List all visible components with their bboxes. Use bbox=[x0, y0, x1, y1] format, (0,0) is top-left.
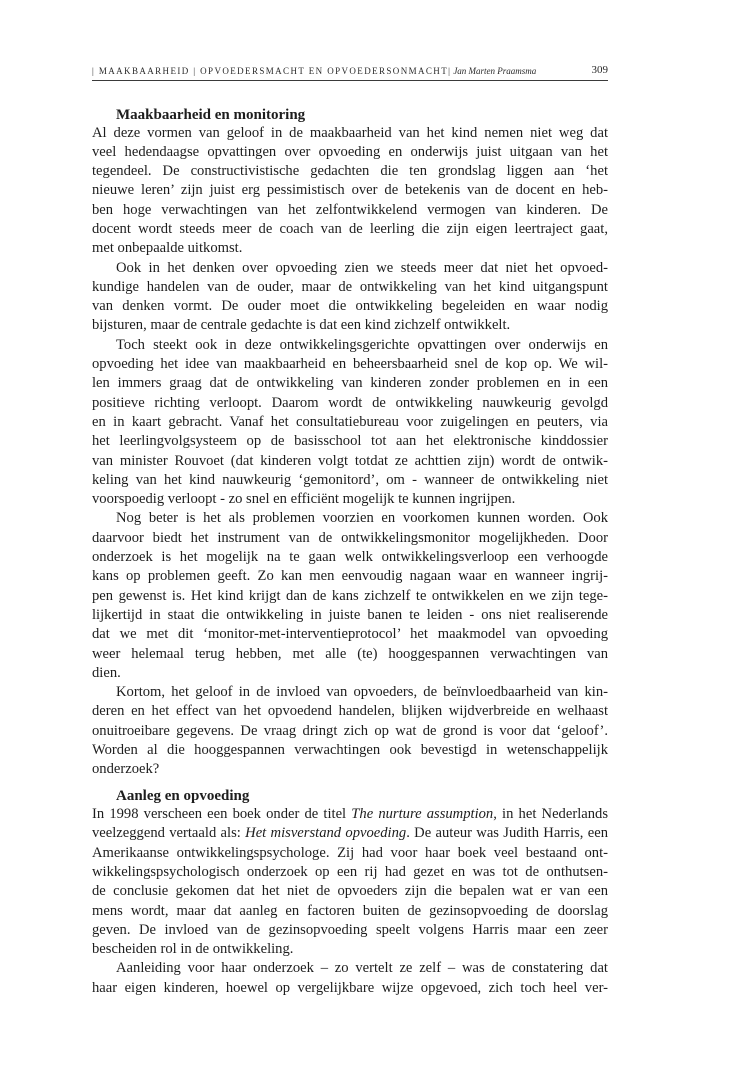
text-line: ben hoge verwachtingen van het zelfontwikkelend vermogen van kinderen. De bbox=[92, 201, 608, 218]
text-line: de conclusie gekomen dat het niet de opvoeders zijn die bepalen wat er van een bbox=[92, 883, 608, 900]
text-line: tegendeel. De constructivistische gedachten die ten grondslag liggen aan ‘het bbox=[92, 163, 608, 180]
text-line: pen gewenst is. Het kind krijgt dan de kans zichzelf te ontwikkelen en we zijn tege- bbox=[92, 587, 608, 604]
text-line: deren en het effect van het opvoedend handelen, blijken wijdverbreide en welhaast bbox=[92, 703, 608, 720]
text-segment: . De auteur was Judith Harris, een bbox=[406, 825, 608, 842]
text-line: dien. bbox=[92, 664, 121, 681]
text-line: mens wordt, maar dat aanleg en factoren buiten de gezinsopvoeding de doorslag bbox=[92, 902, 608, 919]
text-line: Kortom, het geloof in de invloed van opvoeders, de beïnvloedbaarheid van kin- bbox=[116, 684, 608, 701]
text-segment: , in het Nederlands bbox=[493, 806, 608, 823]
text-line: met onbepaalde uitkomst. bbox=[92, 240, 243, 257]
text-line: Ook in het denken over opvoeding zien we steeds meer dat niet het opvoed- bbox=[116, 259, 608, 276]
text-line: Aanleiding voor haar onderzoek – zo vertelt ze zelf – was de constatering dat bbox=[116, 960, 608, 977]
section-heading: Maakbaarheid en monitoring bbox=[116, 106, 306, 123]
page-number: 309 bbox=[591, 64, 608, 76]
text-line: len immers graag dat de ontwikkeling van kinderen zonder problemen en in een bbox=[92, 375, 608, 392]
text-line: lijkertijd in staat die ontwikkeling in juiste banen te leiden - ons niet realiserende bbox=[92, 606, 608, 623]
author-name: Jan Marten Praamsma bbox=[453, 66, 537, 76]
text-line: onuitroeibare gegevens. De vraag dringt zich op wat de grond is voor dat ‘geloof’. bbox=[92, 722, 608, 739]
text-line: en in kaart gebracht. Vanaf het consultatiebureau voor zuigelingen en peuters, via bbox=[92, 413, 608, 430]
text-line: onderzoek? bbox=[92, 761, 160, 778]
text-line: veel hedendaagse opvattingen over opvoeding en onderwijs juist uitgaan van het bbox=[92, 143, 608, 160]
section-heading: Aanleg en opvoeding bbox=[116, 788, 250, 805]
text-line: van denken vormt. De ouder moet die ontwikkeling begeleiden en waar nodig bbox=[92, 298, 608, 315]
paragraph bbox=[92, 336, 608, 510]
paragraph bbox=[92, 959, 608, 998]
paragraph bbox=[92, 805, 608, 959]
text-line: voorspoedig verloopt - zo snel en efficiënt mogelijk te kunnen ingrijpen. bbox=[92, 491, 516, 508]
body-text bbox=[92, 107, 608, 999]
text-line: Al deze vormen van geloof in de maakbaarheid van het kind nemen niet weg dat bbox=[92, 124, 608, 141]
text-line: geven. De invloed van de gezinsopvoeding speelt volgens Harris maar een zeer bbox=[92, 921, 608, 938]
paragraph bbox=[92, 124, 608, 259]
text-line: keling van het kind nauwkeurig ‘gemonitord’, om - wanneer de ontwikkeling niet bbox=[92, 471, 608, 488]
text-line bbox=[92, 824, 608, 843]
text-line: nieuwe leren’ zijn juist erg pessimistisch over de betekenis van de docent en heb- bbox=[92, 182, 608, 199]
paragraph bbox=[92, 683, 608, 779]
text-line: Nog beter is het als problemen voorzien en voorkomen kunnen worden. Ook bbox=[116, 510, 608, 527]
text-line: het leerlingvolgsysteem op de basisschool tot aan het elektronische kinddossier bbox=[92, 433, 608, 450]
text-line: Toch steekt ook in deze ontwikkelingsgerichte opvattingen over onderwijs en bbox=[116, 336, 608, 353]
text-line: van minister Rouvoet (dat kinderen volgt totdat ze achttien zijn) wordt de ontwik- bbox=[92, 452, 608, 469]
text-line: Amerikaanse ontwikkelingspsychologe. Zij had voor haar boek veel bestaand ont- bbox=[92, 844, 608, 861]
section-maakbaarheid bbox=[92, 107, 608, 780]
paragraph bbox=[92, 259, 608, 336]
running-header bbox=[92, 62, 608, 81]
section-aanleg bbox=[92, 788, 608, 998]
text-line: daarvoor biedt het instrument van de ontwikkelingsmonitor mogelijkheden. Door bbox=[92, 529, 608, 546]
text-line: wikkelingspsychologisch onderzoek op een rij had gezet en was tot de onthutsen- bbox=[92, 863, 608, 880]
running-title: | MAAKBAARHEID | OPVOEDERSMACHT EN OPVOEDERSONMACHT| bbox=[92, 66, 452, 76]
text-line: dat we met dit ‘monitor-met-interventieprotocol’ het maakmodel van opvoeding bbox=[92, 626, 608, 643]
text-line: bijsturen, maar de centrale gedachte is dat een kind zichzelf ontwikkelt. bbox=[92, 317, 511, 334]
text-line: weer helemaal terug hebben, met alle (te) hooggespannen verwachtingen van bbox=[92, 645, 608, 662]
book-title: The nurture assumption bbox=[351, 806, 494, 823]
book-title: Het misverstand opvoeding bbox=[245, 825, 407, 842]
paragraph bbox=[92, 509, 608, 683]
text-line: kans op problemen geeft. Zo kan men eenvoudig nagaan waar en wanneer ingrij- bbox=[92, 568, 608, 585]
text-line: haar eigen kinderen, hoewel op vergelijkbare wijze opgevoed, zich toch heel ver- bbox=[92, 979, 608, 996]
text-line: Worden al die hooggespannen verwachtingen ook bevestigd in wetenschappelijk bbox=[92, 742, 608, 758]
text-line: kundige handelen van de ouder, maar de ontwikkeling van het kind uitgangspunt bbox=[92, 278, 608, 295]
text-line: bescheiden rol in de ontwikkeling. bbox=[92, 941, 294, 958]
text-line: positieve richting verloopt. Daarom wordt de ontwikkeling nauwkeurig gevolgd bbox=[92, 394, 608, 411]
text-segment: veelzeggend vertaald als: bbox=[92, 825, 246, 842]
text-line: opvoeding het idee van maakbaarheid en beheersbaarheid snel de kop op. We wil- bbox=[92, 356, 608, 373]
text-line: onderzoek is het mogelijk na te gaan welk ontwikkelingsverloop een verhoogde bbox=[92, 549, 608, 566]
text-segment: In 1998 verscheen een boek onder de titel bbox=[92, 806, 352, 823]
text-line: docent wordt steeds meer de coach van de leerling die zijn eigen leertraject gaat, bbox=[92, 220, 608, 237]
text-line bbox=[92, 805, 608, 824]
